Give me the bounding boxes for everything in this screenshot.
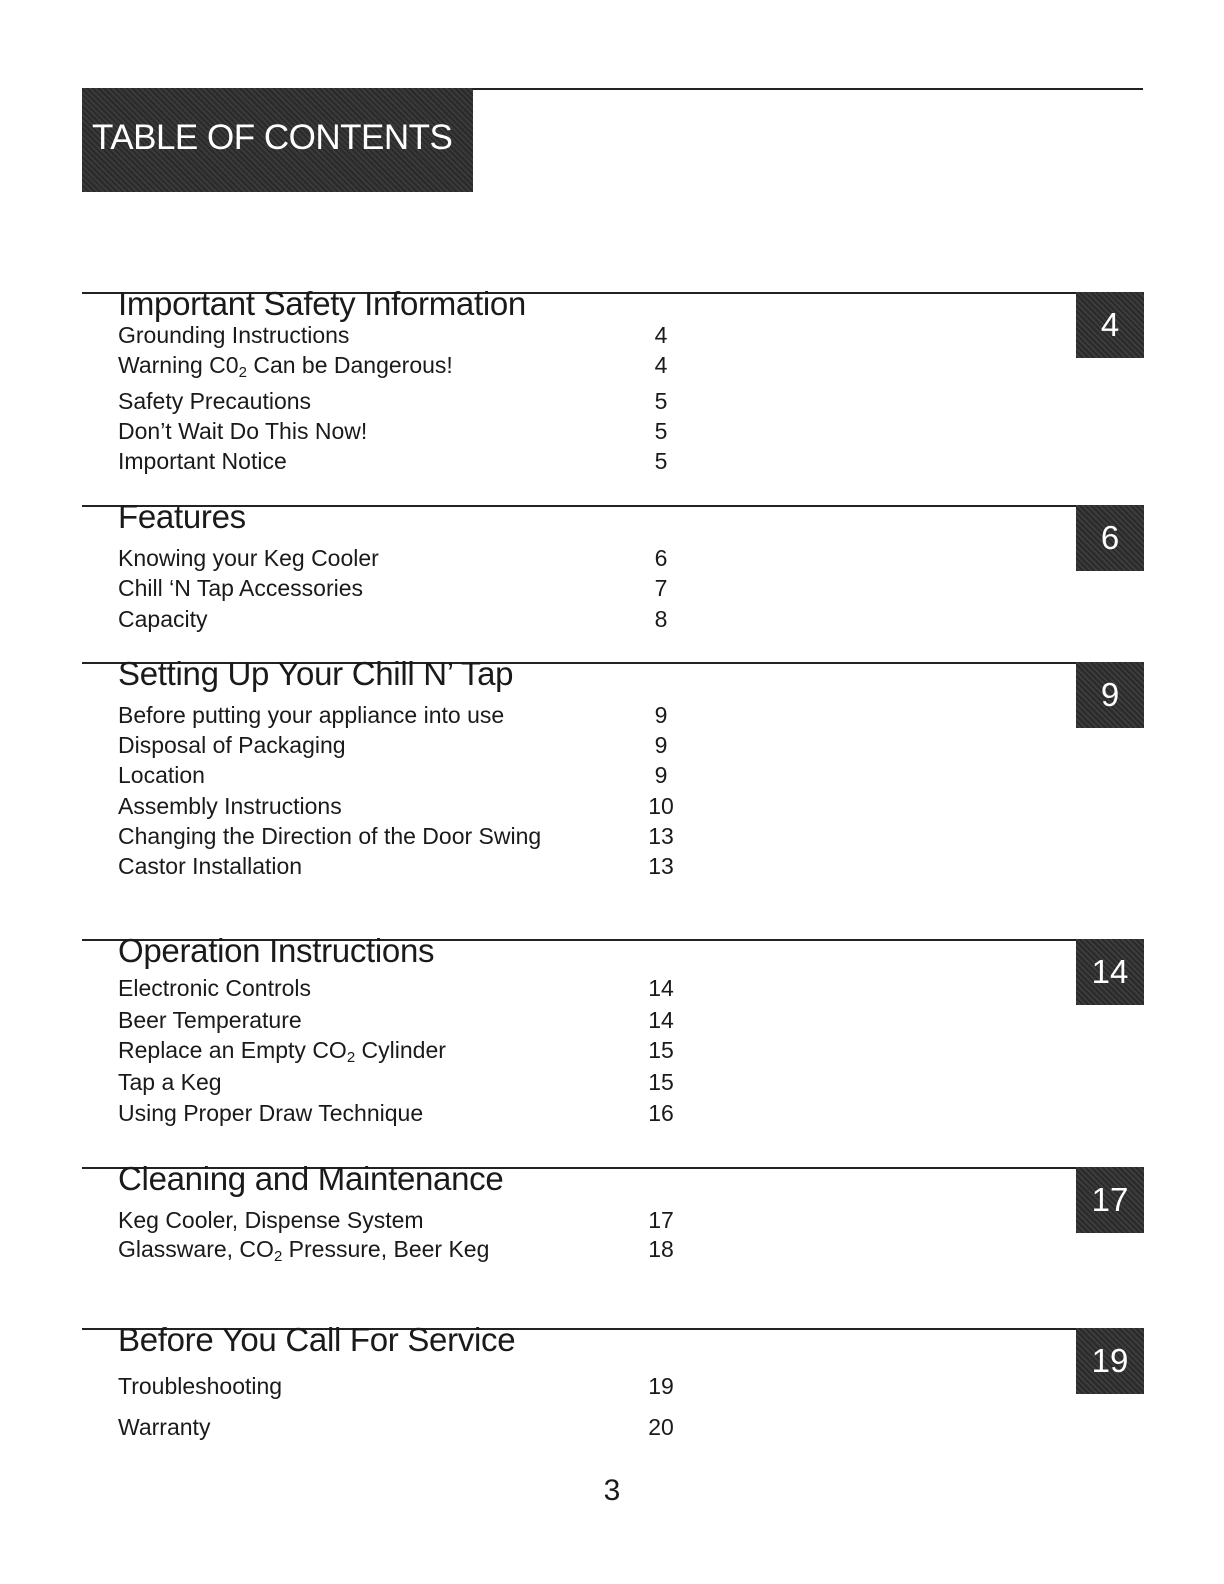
toc-entry-draw-technique[interactable]: Using Proper Draw Technique bbox=[118, 1100, 424, 1126]
entry-text: Cylinder bbox=[355, 1037, 446, 1063]
toc-entry-grounding-instructions[interactable]: Grounding Instructions bbox=[118, 322, 350, 348]
page-number: 3 bbox=[603, 1474, 621, 1507]
toc-page-number: 20 bbox=[648, 1414, 674, 1440]
toc-page-number: 16 bbox=[648, 1100, 674, 1126]
toc-entry-castor[interactable]: Castor Installation bbox=[118, 853, 303, 879]
subscript: 2 bbox=[346, 1049, 356, 1066]
toc-entry-door-swing[interactable]: Changing the Direction of the Door Swing bbox=[118, 823, 542, 849]
toc-page-number: 18 bbox=[648, 1236, 674, 1262]
toc-entry-accessories[interactable]: Chill ‘N Tap Accessories bbox=[118, 575, 364, 601]
toc-page-number: 9 bbox=[654, 762, 668, 788]
section-page-badge: 17 bbox=[1076, 1167, 1144, 1233]
toc-entry-disposal[interactable]: Disposal of Packaging bbox=[118, 732, 346, 758]
toc-page-number: 13 bbox=[648, 853, 674, 879]
toc-page-number: 15 bbox=[648, 1037, 674, 1063]
toc-page-number: 5 bbox=[654, 448, 668, 474]
section-page-badge: 9 bbox=[1076, 662, 1144, 728]
toc-entry-knowing-keg-cooler[interactable]: Knowing your Keg Cooler bbox=[118, 545, 379, 571]
toc-page-number: 4 bbox=[654, 352, 668, 378]
toc-page-number: 14 bbox=[648, 975, 674, 1001]
toc-entry-safety-precautions[interactable]: Safety Precautions bbox=[118, 388, 312, 414]
toc-entry-keg-cooler-dispense[interactable]: Keg Cooler, Dispense System bbox=[118, 1207, 424, 1233]
page-title: TABLE OF CONTENTS bbox=[92, 118, 453, 157]
toc-page-number: 14 bbox=[648, 1007, 674, 1033]
toc-entry-capacity[interactable]: Capacity bbox=[118, 606, 208, 632]
subscript: 2 bbox=[273, 1248, 283, 1265]
section-page-badge: 14 bbox=[1076, 939, 1144, 1005]
section-title: Features bbox=[118, 498, 246, 535]
toc-page-number: 15 bbox=[648, 1069, 674, 1095]
toc-page-number: 13 bbox=[648, 823, 674, 849]
toc-page-number: 19 bbox=[648, 1373, 674, 1399]
subscript: 2 bbox=[238, 364, 247, 381]
toc-entry-warranty[interactable]: Warranty bbox=[118, 1414, 211, 1440]
toc-entry-tap-a-keg[interactable]: Tap a Keg bbox=[118, 1069, 222, 1095]
section-title: Cleaning and Maintenance bbox=[118, 1160, 504, 1197]
toc-entry-assembly[interactable]: Assembly Instructions bbox=[118, 793, 342, 819]
toc-page-number: 6 bbox=[654, 545, 668, 571]
toc-page-number: 9 bbox=[654, 732, 668, 758]
section-title: Important Safety Information bbox=[118, 285, 526, 322]
section-title: Before You Call For Service bbox=[118, 1321, 516, 1358]
toc-entry-electronic-controls[interactable]: Electronic Controls bbox=[118, 975, 312, 1001]
section-page-badge: 19 bbox=[1076, 1328, 1144, 1394]
toc-page-number: 9 bbox=[654, 702, 668, 728]
entry-text: Replace an Empty CO bbox=[118, 1037, 347, 1063]
section-page-badge: 4 bbox=[1076, 292, 1144, 358]
entry-text: Pressure, Beer Keg bbox=[282, 1236, 490, 1262]
entry-text: Can be Dangerous! bbox=[246, 352, 453, 378]
toc-entry-beer-temperature[interactable]: Beer Temperature bbox=[118, 1007, 302, 1033]
toc-page-number: 5 bbox=[654, 388, 668, 414]
toc-entry-important-notice[interactable]: Important Notice bbox=[118, 448, 287, 474]
toc-entry-troubleshooting[interactable]: Troubleshooting bbox=[118, 1373, 283, 1399]
toc-entry-glassware[interactable] bbox=[118, 1236, 490, 1265]
section-title: Setting Up Your Chill N’ Tap bbox=[118, 655, 514, 692]
toc-page-number: 7 bbox=[654, 575, 668, 601]
section-page-badge: 6 bbox=[1076, 505, 1144, 571]
toc-page-number: 8 bbox=[654, 606, 668, 632]
toc-entry-before-use[interactable]: Before putting your appliance into use bbox=[118, 702, 505, 728]
toc-page-number: 17 bbox=[648, 1207, 674, 1233]
toc-entry-warning-co2[interactable] bbox=[118, 352, 453, 381]
toc-page-number: 10 bbox=[648, 793, 674, 819]
toc-page-number: 5 bbox=[654, 418, 668, 444]
toc-page-number: 4 bbox=[654, 322, 668, 348]
toc-entry-dont-wait[interactable]: Don’t Wait Do This Now! bbox=[118, 418, 368, 444]
entry-text: Warning C0 bbox=[118, 352, 239, 378]
section-title: Operation Instructions bbox=[118, 932, 435, 969]
entry-text: Glassware, CO bbox=[118, 1236, 274, 1262]
toc-entry-location[interactable]: Location bbox=[118, 762, 205, 788]
toc-entry-replace-cylinder[interactable] bbox=[118, 1037, 446, 1066]
